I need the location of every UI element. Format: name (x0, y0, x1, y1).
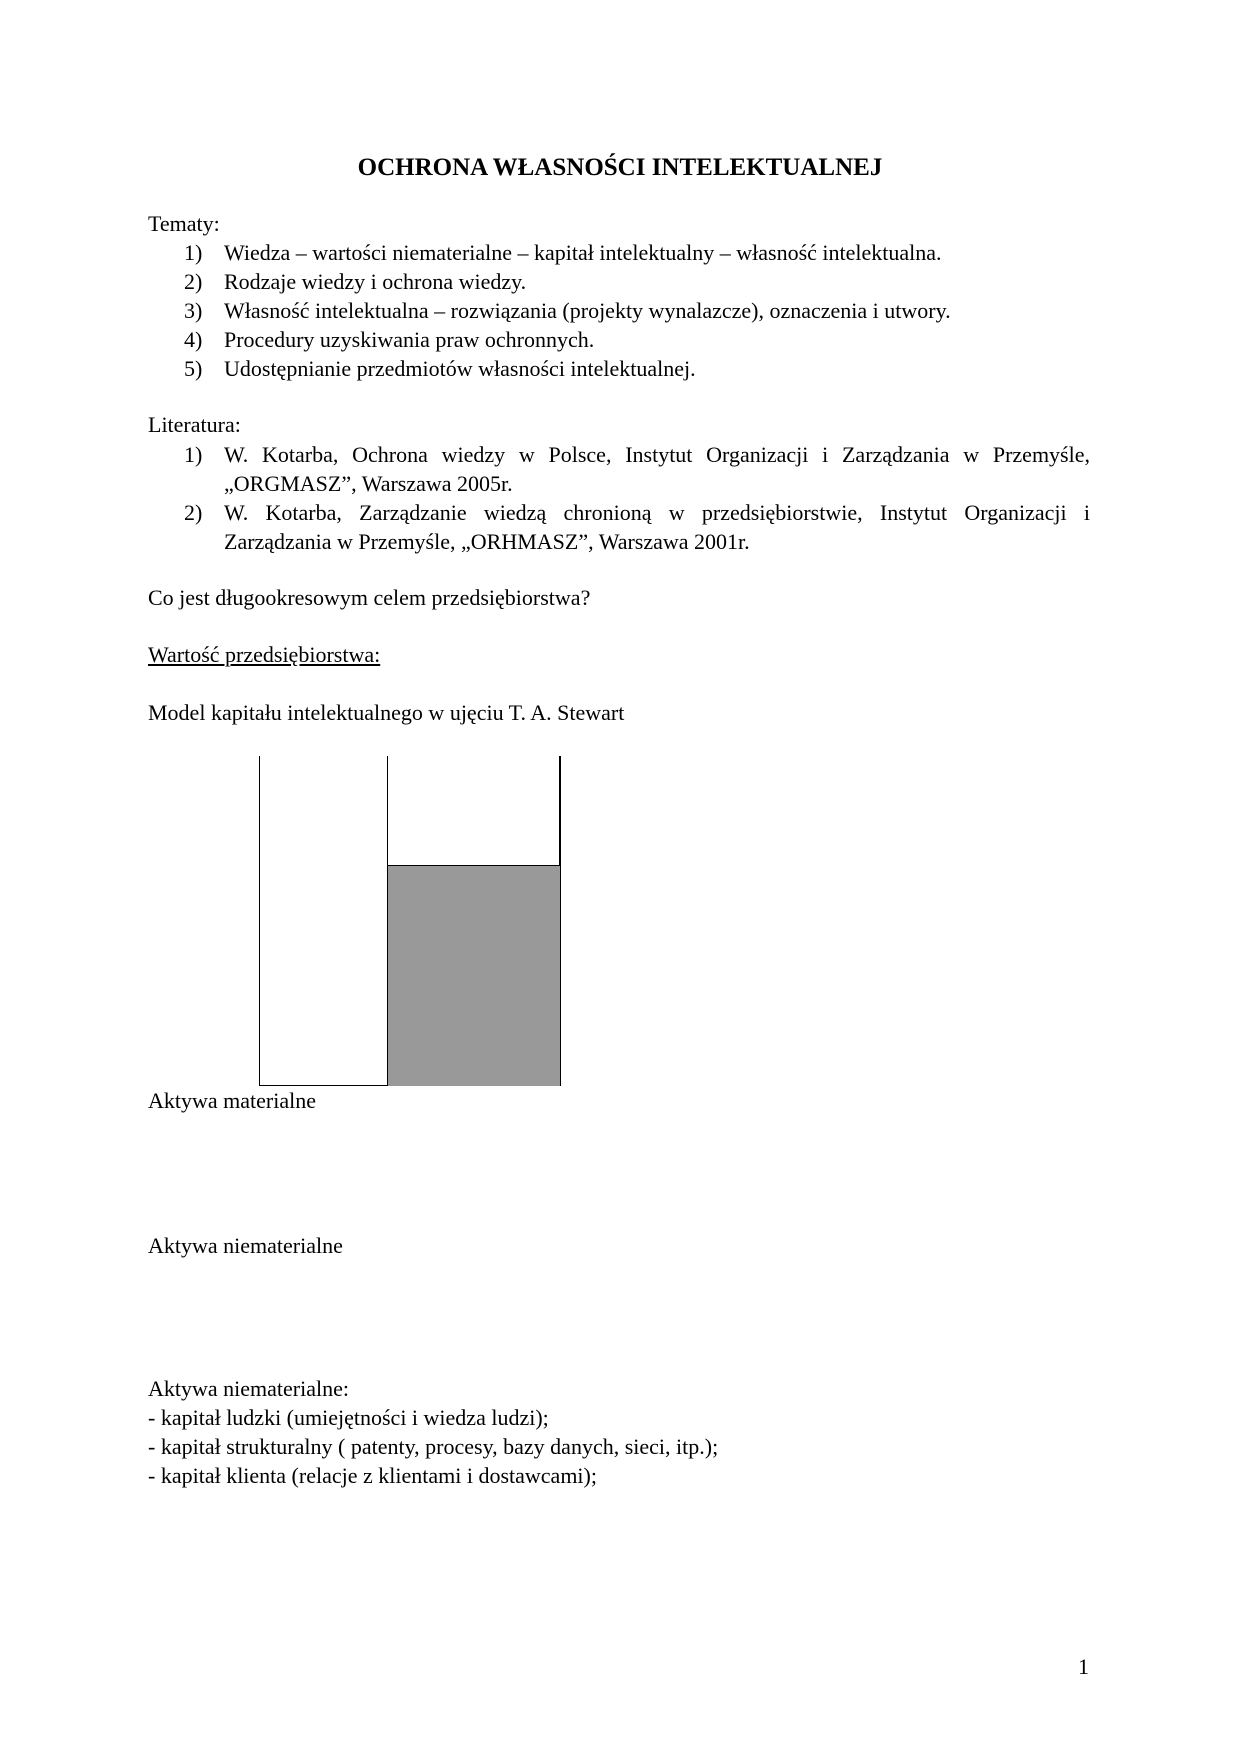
document-title: OCHRONA WŁASNOŚCI INTELEKTUALNEJ (357, 154, 883, 181)
intangible-assets-fill (388, 865, 560, 1086)
question-text: Co jest długookresowym celem przedsiębiorstwa? (148, 585, 591, 610)
topics-heading: Tematy: (148, 211, 220, 236)
topics-list (148, 238, 1090, 383)
list-item: - kapitał strukturalny ( patenty, procesy, bazy danych, sieci, itp.); (148, 1434, 719, 1459)
list-item: 1) W. Kotarba, Ochrona wiedzy w Polsce, Instytut Organizacji i Zarządzania w Przemyśle, „ORGMASZ”, Warszawa 2005r. (184, 442, 1090, 496)
list-item: - kapitał klienta (relacje z klientami i dostawcami); (148, 1463, 597, 1488)
company-value-heading: Wartość przedsiębiorstwa: (148, 642, 381, 667)
list-item: 3) Własność intelektualna – rozwiązania (projekty wynalazcze), oznaczenia i utwory. (184, 298, 951, 323)
list-item: - kapitał ludzki (umiejętności i wiedza ludzi); (148, 1405, 549, 1430)
list-item: 1) Wiedza – wartości niematerialne – kapitał intelektualny – własność intelektualna. (184, 240, 942, 265)
list-item: 2) Rodzaje wiedzy i ochrona wiedzy. (184, 269, 527, 294)
list-item: 2) W. Kotarba, Zarządzanie wiedzą chronioną w przedsiębiorstwie, Instytut Organizacji i Zarządzania w Przemyśle, „ORHMASZ”, Warszawa 2001r. (184, 500, 1090, 554)
material-assets-label: Aktywa materialne (148, 1088, 316, 1113)
material-assets-bar (259, 756, 388, 1086)
model-caption: Model kapitału intelektualnego w ujęciu T. A. Stewart (148, 700, 625, 725)
intangibles-heading: Aktywa niematerialne: (148, 1376, 349, 1401)
list-item: 5) Udostępnianie przedmiotów własności intelektualnej. (184, 356, 696, 381)
intangible-assets-label: Aktywa niematerialne (148, 1233, 343, 1258)
page-number: 1 (1078, 1654, 1089, 1679)
literature-list (148, 440, 1090, 556)
literature-heading: Literatura: (148, 412, 241, 437)
list-item: 4) Procedury uzyskiwania praw ochronnych. (184, 327, 595, 352)
